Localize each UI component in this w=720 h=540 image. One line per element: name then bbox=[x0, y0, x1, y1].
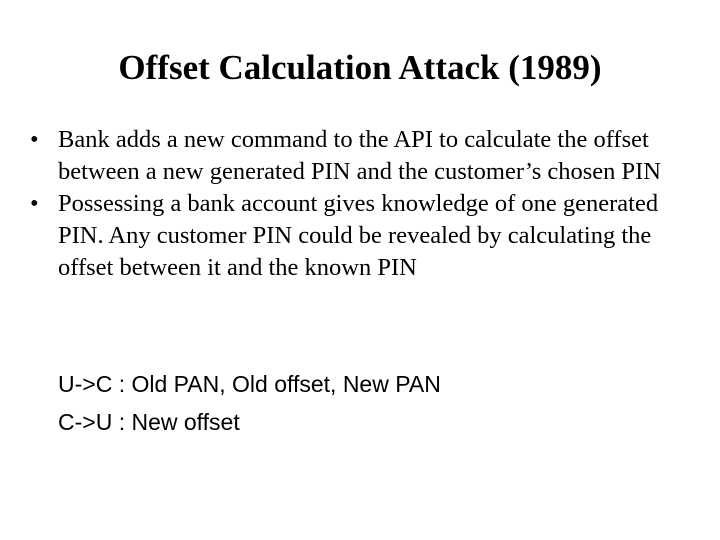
bullet-item bbox=[30, 124, 700, 188]
slide-title: Offset Calculation Attack (1989) bbox=[118, 48, 602, 87]
bullet-text: Possessing a bank account gives knowledge of one generated PIN. Any customer PIN could be revealed by calculating the offset between it and the known PIN bbox=[58, 190, 659, 281]
bullet-item bbox=[30, 188, 700, 284]
bullet-icon: • bbox=[30, 190, 39, 217]
bullet-icon: • bbox=[30, 126, 39, 153]
protocol-line-request: U->C : Old PAN, Old offset, New PAN bbox=[58, 371, 441, 397]
protocol-messages bbox=[58, 365, 441, 441]
bullet-list bbox=[30, 124, 700, 284]
bullet-text: Bank adds a new command to the API to calculate the offset between a new generated PIN and the customer’s chosen PIN bbox=[58, 126, 662, 185]
protocol-line-response: C->U : New offset bbox=[58, 409, 240, 435]
